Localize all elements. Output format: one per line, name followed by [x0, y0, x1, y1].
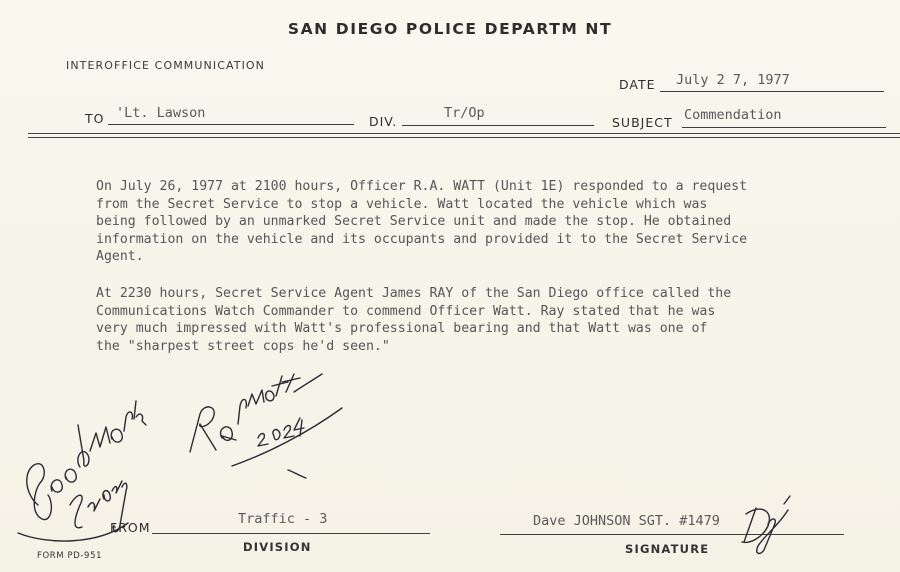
div-value: Tr/Op: [444, 105, 485, 121]
division-value: Traffic - 3: [238, 511, 328, 527]
date-value: July 2 7, 1977: [676, 72, 790, 88]
form-number: FORM PD-951: [37, 551, 103, 561]
department-title: SAN DIEGO POLICE DEPARTM NT: [287, 20, 613, 38]
to-value: 'Lt. Lawson: [116, 105, 206, 121]
div-label: DIV.: [369, 114, 398, 129]
div-underline: [402, 125, 594, 126]
form-type-label: INTEROFFICE COMMUNICATION: [66, 59, 266, 72]
signature-value: Dave JOHNSON SGT. #1479: [533, 513, 720, 529]
header-rule-bottom: [28, 137, 900, 138]
date-label: DATE: [619, 77, 656, 92]
signature-label: SIGNATURE: [625, 542, 710, 556]
header-rule-top: [28, 133, 900, 134]
memo-paragraph-2: At 2230 hours, Secret Service Agent James RAY of the San Diego office called the Communications Watch Commander to commend Officer Watt. Ray stated that he was very much impressed with Watt's professional bearing and that Watt was one of the "sharpest street cops he'd seen.": [96, 286, 732, 354]
handwritten-initials: [738, 496, 798, 561]
from-underline: [152, 533, 430, 534]
to-underline: [108, 124, 354, 125]
handwritten-note: [8, 395, 148, 560]
subject-value: Commendation: [684, 107, 782, 123]
subject-underline: [682, 127, 886, 128]
date-underline: [660, 91, 884, 92]
subject-label: SUBJECT: [612, 115, 673, 130]
handwritten-officer-signature: [176, 374, 346, 479]
to-label: TO: [85, 111, 105, 126]
from-label: FROM: [110, 520, 151, 535]
division-label: DIVISION: [243, 540, 312, 554]
memo-paragraph-1: On July 26, 1977 at 2100 hours, Officer R.A. WATT (Unit 1E) responded to a request from the Secret Service to stop a vehicle. Watt located the vehicle which was being followed by an unmarked Secret Service unit and made the stop. He obtained information on the vehicle and its occupants and provided it to the Secret Service Agent.: [96, 179, 748, 265]
